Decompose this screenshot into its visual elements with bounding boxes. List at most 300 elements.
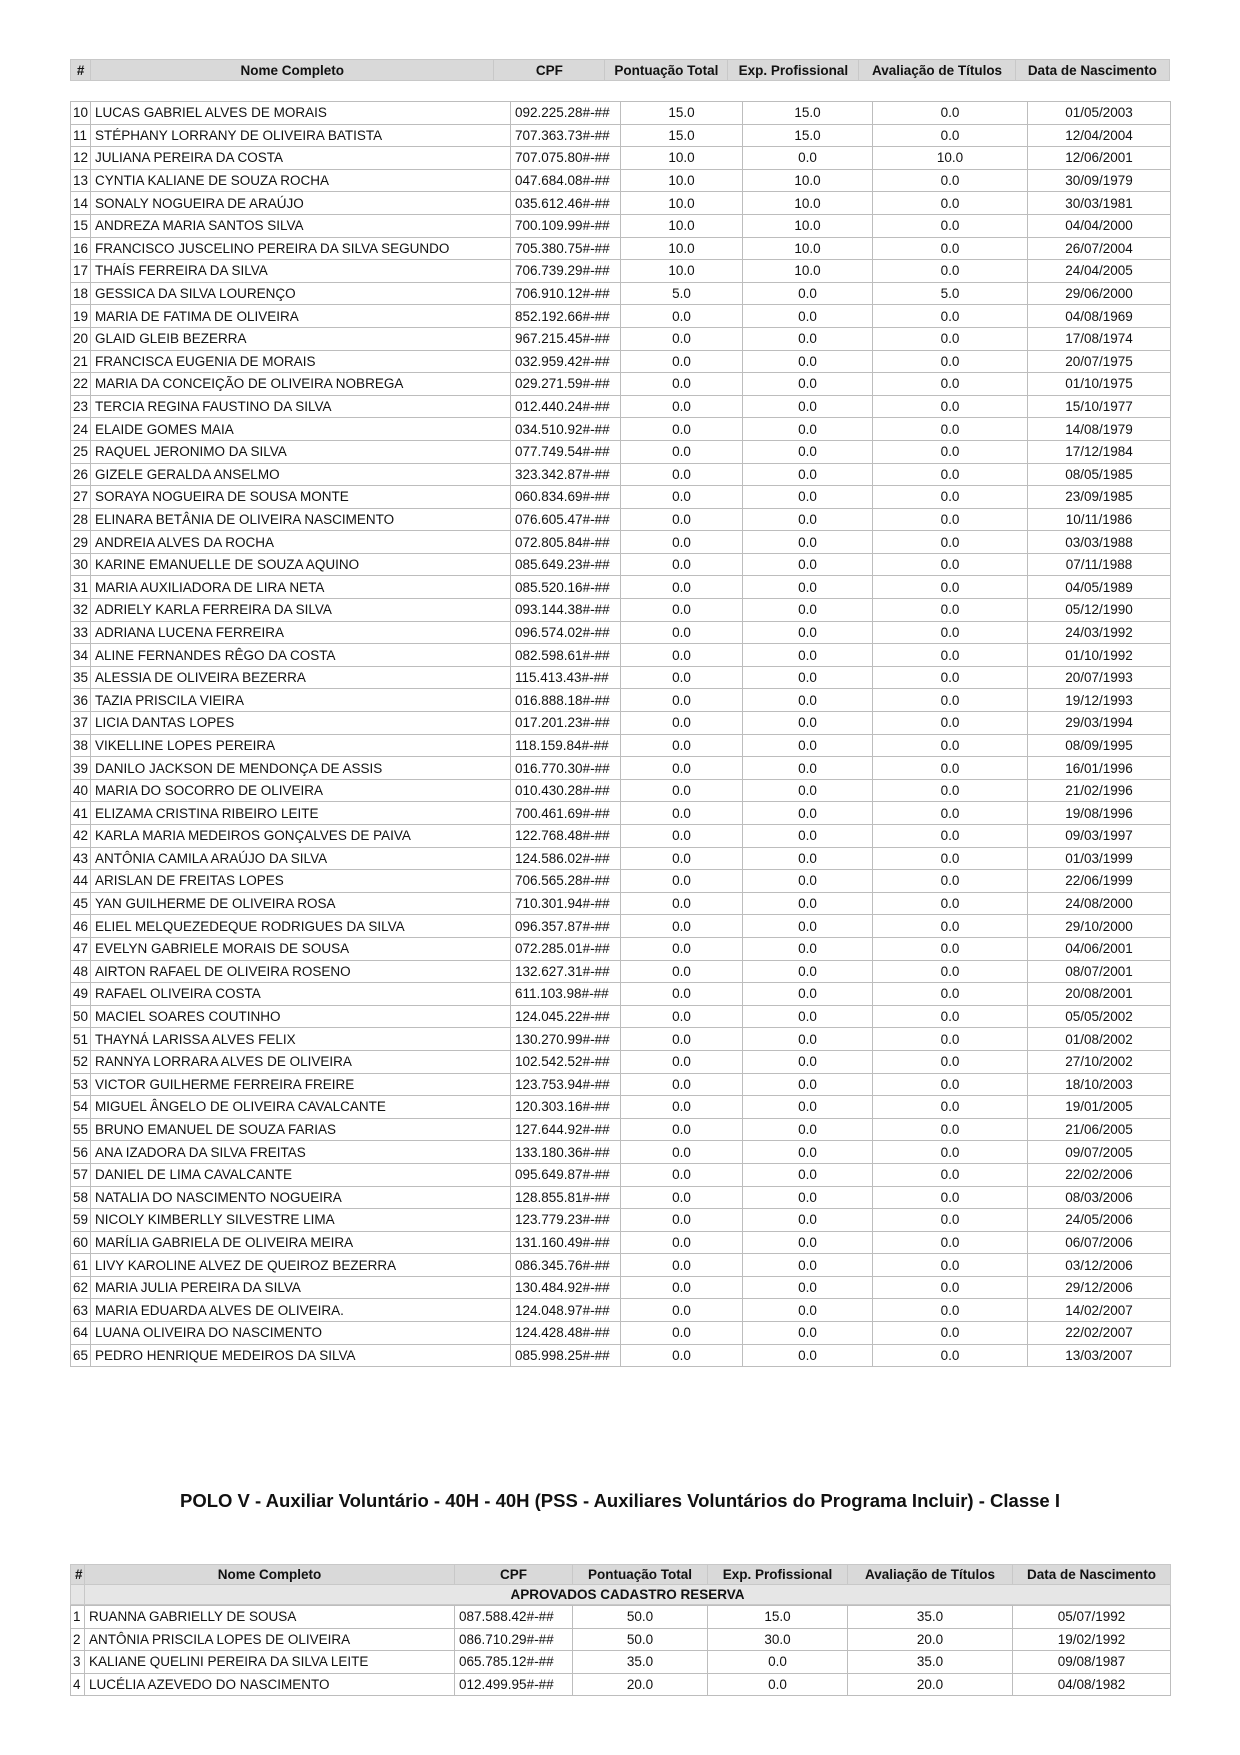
table-row <box>71 1322 1171 1345</box>
professional-experience: 0.0 <box>743 1209 873 1232</box>
full-name: VICTOR GUILHERME FERREIRA FREIRE <box>91 1073 511 1096</box>
total-score: 0.0 <box>621 847 743 870</box>
total-score: 0.0 <box>621 1163 743 1186</box>
cpf: 012.499.95#-## <box>455 1673 573 1696</box>
table2-body <box>70 1605 1171 1696</box>
full-name: GIZELE GERALDA ANSELMO <box>91 463 511 486</box>
professional-experience: 0.0 <box>743 531 873 554</box>
full-name: ELIEL MELQUEZEDEQUE RODRIGUES DA SILVA <box>91 915 511 938</box>
professional-experience: 0.0 <box>743 937 873 960</box>
titles-evaluation: 0.0 <box>873 124 1028 147</box>
row-number: 62 <box>71 1276 91 1299</box>
full-name: FRANCISCO JUSCELINO PEREIRA DA SILVA SEGUNDO <box>91 237 511 260</box>
professional-experience: 0.0 <box>743 486 873 509</box>
total-score: 0.0 <box>621 553 743 576</box>
professional-experience: 0.0 <box>743 1073 873 1096</box>
full-name: ADRIANA LUCENA FERREIRA <box>91 621 511 644</box>
row-number: 45 <box>71 892 91 915</box>
cpf: 131.160.49#-## <box>511 1231 621 1254</box>
full-name: MARIA DA CONCEIÇÃO DE OLIVEIRA NOBREGA <box>91 373 511 396</box>
row-number: 22 <box>71 373 91 396</box>
full-name: KARLA MARIA MEDEIROS GONÇALVES DE PAIVA <box>91 825 511 848</box>
titles-evaluation: 0.0 <box>873 1186 1028 1209</box>
row-number: 20 <box>71 327 91 350</box>
full-name: MARIA AUXILIADORA DE LIRA NETA <box>91 576 511 599</box>
birth-date: 04/08/1982 <box>1013 1673 1171 1696</box>
titles-evaluation: 0.0 <box>873 1299 1028 1322</box>
professional-experience: 0.0 <box>743 1186 873 1209</box>
table-row <box>71 1028 1171 1051</box>
titles-evaluation: 0.0 <box>873 214 1028 237</box>
birth-date: 22/02/2007 <box>1028 1322 1171 1345</box>
professional-experience: 10.0 <box>743 169 873 192</box>
cpf: 127.644.92#-## <box>511 1118 621 1141</box>
total-score: 50.0 <box>573 1606 708 1629</box>
table-row <box>71 395 1171 418</box>
titles-evaluation: 0.0 <box>873 757 1028 780</box>
titles-evaluation: 0.0 <box>873 960 1028 983</box>
professional-experience: 15.0 <box>743 102 873 125</box>
titles-evaluation: 0.0 <box>873 1276 1028 1299</box>
row-number: 29 <box>71 531 91 554</box>
professional-experience: 0.0 <box>743 1050 873 1073</box>
cpf: 012.440.24#-## <box>511 395 621 418</box>
full-name: LUANA OLIVEIRA DO NASCIMENTO <box>91 1322 511 1345</box>
cpf: 086.710.29#-## <box>455 1628 573 1651</box>
table-row <box>71 1651 1171 1674</box>
full-name: ELAIDE GOMES MAIA <box>91 418 511 441</box>
cpf: 700.109.99#-## <box>511 214 621 237</box>
birth-date: 29/10/2000 <box>1028 915 1171 938</box>
row-number: 49 <box>71 983 91 1006</box>
full-name: LIVY KAROLINE ALVEZ DE QUEIROZ BEZERRA <box>91 1254 511 1277</box>
birth-date: 09/07/2005 <box>1028 1141 1171 1164</box>
row-number: 41 <box>71 802 91 825</box>
birth-date: 03/12/2006 <box>1028 1254 1171 1277</box>
titles-evaluation: 0.0 <box>873 327 1028 350</box>
full-name: RAFAEL OLIVEIRA COSTA <box>91 983 511 1006</box>
table-row <box>71 508 1171 531</box>
total-score: 0.0 <box>621 802 743 825</box>
cpf: 706.739.29#-## <box>511 260 621 283</box>
professional-experience: 0.0 <box>708 1651 848 1674</box>
professional-experience: 10.0 <box>743 260 873 283</box>
total-score: 0.0 <box>621 508 743 531</box>
table-row <box>71 214 1171 237</box>
cpf: 707.075.80#-## <box>511 147 621 170</box>
table-row <box>71 644 1171 667</box>
cpf: 095.649.87#-## <box>511 1163 621 1186</box>
table-row <box>71 1673 1171 1696</box>
table-row <box>71 282 1171 305</box>
birth-date: 01/05/2003 <box>1028 102 1171 125</box>
titles-evaluation: 0.0 <box>873 1231 1028 1254</box>
titles-evaluation: 0.0 <box>873 734 1028 757</box>
row-number: 15 <box>71 214 91 237</box>
total-score: 0.0 <box>621 960 743 983</box>
total-score: 0.0 <box>621 1276 743 1299</box>
total-score: 10.0 <box>621 237 743 260</box>
table-row <box>71 102 1171 125</box>
row-number: 35 <box>71 666 91 689</box>
section-title: POLO V - Auxiliar Voluntário - 40H - 40H (PSS - Auxiliares Voluntários do Programa Incluir) - Classe I <box>180 1490 1060 1511</box>
table-row <box>71 463 1171 486</box>
birth-date: 19/01/2005 <box>1028 1096 1171 1119</box>
titles-evaluation: 0.0 <box>873 666 1028 689</box>
birth-date: 17/08/1974 <box>1028 327 1171 350</box>
table-row <box>71 1050 1171 1073</box>
table-row <box>71 1628 1171 1651</box>
cpf: 120.303.16#-## <box>511 1096 621 1119</box>
birth-date: 30/03/1981 <box>1028 192 1171 215</box>
table-row <box>71 553 1171 576</box>
birth-date: 08/09/1995 <box>1028 734 1171 757</box>
total-score: 35.0 <box>573 1651 708 1674</box>
professional-experience: 0.0 <box>743 1005 873 1028</box>
row-number: 13 <box>71 169 91 192</box>
row-number: 11 <box>71 124 91 147</box>
col-header-number: # <box>71 60 91 81</box>
total-score: 0.0 <box>621 1254 743 1277</box>
row-number: 17 <box>71 260 91 283</box>
total-score: 0.0 <box>621 327 743 350</box>
row-number: 26 <box>71 463 91 486</box>
birth-date: 22/06/1999 <box>1028 870 1171 893</box>
row-number: 30 <box>71 553 91 576</box>
row-number: 25 <box>71 440 91 463</box>
full-name: ALINE FERNANDES RÊGO DA COSTA <box>91 644 511 667</box>
titles-evaluation: 10.0 <box>873 147 1028 170</box>
total-score: 0.0 <box>621 757 743 780</box>
col-header-birthdate: Data de Nascimento <box>1013 1565 1171 1585</box>
birth-date: 18/10/2003 <box>1028 1073 1171 1096</box>
total-score: 5.0 <box>621 282 743 305</box>
row-number: 60 <box>71 1231 91 1254</box>
cpf: 323.342.87#-## <box>511 463 621 486</box>
cpf: 085.649.23#-## <box>511 553 621 576</box>
table-row <box>71 847 1171 870</box>
table-row <box>71 1073 1171 1096</box>
total-score: 0.0 <box>621 1118 743 1141</box>
titles-evaluation: 0.0 <box>873 350 1028 373</box>
row-number: 39 <box>71 757 91 780</box>
col-header-titles: Avaliação de Títulos <box>848 1565 1013 1585</box>
col-header-name: Nome Completo <box>91 60 494 81</box>
professional-experience: 0.0 <box>743 712 873 735</box>
total-score: 0.0 <box>621 395 743 418</box>
full-name: MARIA JULIA PEREIRA DA SILVA <box>91 1276 511 1299</box>
full-name: MARIA EDUARDA ALVES DE OLIVEIRA. <box>91 1299 511 1322</box>
full-name: RUANNA GABRIELLY DE SOUSA <box>85 1606 455 1629</box>
birth-date: 19/12/1993 <box>1028 689 1171 712</box>
cpf: 705.380.75#-## <box>511 237 621 260</box>
birth-date: 09/03/1997 <box>1028 825 1171 848</box>
birth-date: 05/12/1990 <box>1028 599 1171 622</box>
professional-experience: 0.0 <box>743 870 873 893</box>
birth-date: 12/06/2001 <box>1028 147 1171 170</box>
birth-date: 04/05/1989 <box>1028 576 1171 599</box>
full-name: ARISLAN DE FREITAS LOPES <box>91 870 511 893</box>
cpf: 077.749.54#-## <box>511 440 621 463</box>
total-score: 15.0 <box>621 124 743 147</box>
birth-date: 04/04/2000 <box>1028 214 1171 237</box>
birth-date: 26/07/2004 <box>1028 237 1171 260</box>
cpf: 085.520.16#-## <box>511 576 621 599</box>
table-row <box>71 1118 1171 1141</box>
table-row <box>71 531 1171 554</box>
total-score: 0.0 <box>621 350 743 373</box>
full-name: YAN GUILHERME DE OLIVEIRA ROSA <box>91 892 511 915</box>
professional-experience: 0.0 <box>743 1322 873 1345</box>
full-name: LICIA DANTAS LOPES <box>91 712 511 735</box>
total-score: 50.0 <box>573 1628 708 1651</box>
birth-date: 01/03/1999 <box>1028 847 1171 870</box>
table2-header-row <box>71 1565 1171 1585</box>
full-name: ELINARA BETÂNIA DE OLIVEIRA NASCIMENTO <box>91 508 511 531</box>
full-name: KARINE EMANUELLE DE SOUZA AQUINO <box>91 553 511 576</box>
professional-experience: 0.0 <box>743 576 873 599</box>
full-name: FRANCISCA EUGENIA DE MORAIS <box>91 350 511 373</box>
row-number: 28 <box>71 508 91 531</box>
cpf: 102.542.52#-## <box>511 1050 621 1073</box>
cpf: 128.855.81#-## <box>511 1186 621 1209</box>
titles-evaluation: 0.0 <box>873 169 1028 192</box>
row-number: 53 <box>71 1073 91 1096</box>
table-row <box>71 870 1171 893</box>
total-score: 0.0 <box>621 440 743 463</box>
total-score: 0.0 <box>621 689 743 712</box>
total-score: 10.0 <box>621 214 743 237</box>
full-name: EVELYN GABRIELE MORAIS DE SOUSA <box>91 937 511 960</box>
cpf: 082.598.61#-## <box>511 644 621 667</box>
professional-experience: 10.0 <box>743 214 873 237</box>
birth-date: 16/01/1996 <box>1028 757 1171 780</box>
birth-date: 20/07/1993 <box>1028 666 1171 689</box>
total-score: 0.0 <box>621 779 743 802</box>
table-row <box>71 779 1171 802</box>
row-number: 12 <box>71 147 91 170</box>
total-score: 0.0 <box>621 1050 743 1073</box>
total-score: 0.0 <box>621 1005 743 1028</box>
row-number: 38 <box>71 734 91 757</box>
table-row <box>71 1299 1171 1322</box>
titles-evaluation: 0.0 <box>873 1050 1028 1073</box>
professional-experience: 0.0 <box>743 1231 873 1254</box>
full-name: MARIA DO SOCORRO DE OLIVEIRA <box>91 779 511 802</box>
row-number: 40 <box>71 779 91 802</box>
cpf: 130.270.99#-## <box>511 1028 621 1051</box>
cpf: 086.345.76#-## <box>511 1254 621 1277</box>
professional-experience: 0.0 <box>743 1141 873 1164</box>
total-score: 20.0 <box>573 1673 708 1696</box>
table-row <box>71 1005 1171 1028</box>
table-row <box>71 757 1171 780</box>
row-number: 57 <box>71 1163 91 1186</box>
cpf: 032.959.42#-## <box>511 350 621 373</box>
birth-date: 14/02/2007 <box>1028 1299 1171 1322</box>
professional-experience: 0.0 <box>743 779 873 802</box>
table1-body <box>70 101 1171 1367</box>
titles-evaluation: 0.0 <box>873 779 1028 802</box>
birth-date: 05/07/1992 <box>1013 1606 1171 1629</box>
professional-experience: 0.0 <box>743 802 873 825</box>
titles-evaluation: 0.0 <box>873 1005 1028 1028</box>
birth-date: 20/08/2001 <box>1028 983 1171 1006</box>
birth-date: 13/03/2007 <box>1028 1344 1171 1367</box>
cpf: 034.510.92#-## <box>511 418 621 441</box>
birth-date: 01/10/1992 <box>1028 644 1171 667</box>
total-score: 0.0 <box>621 531 743 554</box>
full-name: MARIA DE FATIMA DE OLIVEIRA <box>91 305 511 328</box>
birth-date: 05/05/2002 <box>1028 1005 1171 1028</box>
professional-experience: 0.0 <box>743 373 873 396</box>
row-number: 16 <box>71 237 91 260</box>
titles-evaluation: 0.0 <box>873 102 1028 125</box>
titles-evaluation: 0.0 <box>873 1322 1028 1345</box>
professional-experience: 0.0 <box>743 1276 873 1299</box>
birth-date: 09/08/1987 <box>1013 1651 1171 1674</box>
col-header-exp: Exp. Profissional <box>728 60 859 81</box>
titles-evaluation: 0.0 <box>873 373 1028 396</box>
row-number: 19 <box>71 305 91 328</box>
birth-date: 19/02/1992 <box>1013 1628 1171 1651</box>
titles-evaluation: 0.0 <box>873 983 1028 1006</box>
row-number: 55 <box>71 1118 91 1141</box>
full-name: RAQUEL JERONIMO DA SILVA <box>91 440 511 463</box>
birth-date: 29/12/2006 <box>1028 1276 1171 1299</box>
table-row <box>71 825 1171 848</box>
total-score: 0.0 <box>621 644 743 667</box>
row-number: 61 <box>71 1254 91 1277</box>
table-row <box>71 350 1171 373</box>
cpf: 124.045.22#-## <box>511 1005 621 1028</box>
col-header-total: Pontuação Total <box>573 1565 708 1585</box>
full-name: NATALIA DO NASCIMENTO NOGUEIRA <box>91 1186 511 1209</box>
row-number: 33 <box>71 621 91 644</box>
titles-evaluation: 0.0 <box>873 418 1028 441</box>
table-row <box>71 486 1171 509</box>
col-header-exp: Exp. Profissional <box>708 1565 848 1585</box>
professional-experience: 0.0 <box>743 1344 873 1367</box>
table-row <box>71 1186 1171 1209</box>
full-name: CYNTIA KALIANE DE SOUZA ROCHA <box>91 169 511 192</box>
row-number: 48 <box>71 960 91 983</box>
table2-header <box>70 1564 1171 1605</box>
total-score: 15.0 <box>621 102 743 125</box>
row-number: 51 <box>71 1028 91 1051</box>
row-number: 56 <box>71 1141 91 1164</box>
birth-date: 29/06/2000 <box>1028 282 1171 305</box>
total-score: 0.0 <box>621 621 743 644</box>
titles-evaluation: 0.0 <box>873 305 1028 328</box>
professional-experience: 0.0 <box>743 892 873 915</box>
total-score: 0.0 <box>621 1028 743 1051</box>
cpf: 029.271.59#-## <box>511 373 621 396</box>
birth-date: 04/06/2001 <box>1028 937 1171 960</box>
table1-header <box>70 59 1170 81</box>
titles-evaluation: 0.0 <box>873 395 1028 418</box>
cpf: 710.301.94#-## <box>511 892 621 915</box>
total-score: 0.0 <box>621 825 743 848</box>
professional-experience: 0.0 <box>743 1163 873 1186</box>
table-row <box>71 440 1171 463</box>
professional-experience: 0.0 <box>743 644 873 667</box>
table-row <box>71 802 1171 825</box>
table-row <box>71 1606 1171 1629</box>
professional-experience: 0.0 <box>743 147 873 170</box>
birth-date: 06/07/2006 <box>1028 1231 1171 1254</box>
professional-experience: 0.0 <box>743 327 873 350</box>
total-score: 0.0 <box>621 418 743 441</box>
cpf: 706.910.12#-## <box>511 282 621 305</box>
row-number: 37 <box>71 712 91 735</box>
table-row <box>71 124 1171 147</box>
cpf: 122.768.48#-## <box>511 825 621 848</box>
table-row <box>71 576 1171 599</box>
full-name: DANIEL DE LIMA CAVALCANTE <box>91 1163 511 1186</box>
cpf: 133.180.36#-## <box>511 1141 621 1164</box>
row-number: 21 <box>71 350 91 373</box>
full-name: GLAID GLEIB BEZERRA <box>91 327 511 350</box>
cpf: 093.144.38#-## <box>511 599 621 622</box>
birth-date: 04/08/1969 <box>1028 305 1171 328</box>
professional-experience: 0.0 <box>743 825 873 848</box>
row-number: 14 <box>71 192 91 215</box>
full-name: ANA IZADORA DA SILVA FREITAS <box>91 1141 511 1164</box>
col-header-cpf: CPF <box>494 60 605 81</box>
row-number: 59 <box>71 1209 91 1232</box>
cpf: 132.627.31#-## <box>511 960 621 983</box>
table-row <box>71 1141 1171 1164</box>
table-row <box>71 327 1171 350</box>
birth-date: 29/03/1994 <box>1028 712 1171 735</box>
titles-evaluation: 0.0 <box>873 1254 1028 1277</box>
col-header-birthdate: Data de Nascimento <box>1015 60 1169 81</box>
cpf: 035.612.46#-## <box>511 192 621 215</box>
col-header-name: Nome Completo <box>85 1565 455 1585</box>
birth-date: 22/02/2006 <box>1028 1163 1171 1186</box>
professional-experience: 15.0 <box>708 1606 848 1629</box>
col-header-cpf: CPF <box>455 1565 573 1585</box>
table-row <box>71 983 1171 1006</box>
titles-evaluation: 0.0 <box>873 847 1028 870</box>
titles-evaluation: 0.0 <box>873 825 1028 848</box>
full-name: LUCAS GABRIEL ALVES DE MORAIS <box>91 102 511 125</box>
titles-evaluation: 0.0 <box>873 599 1028 622</box>
table-row <box>71 666 1171 689</box>
titles-evaluation: 5.0 <box>873 282 1028 305</box>
cpf: 096.574.02#-## <box>511 621 621 644</box>
titles-evaluation: 0.0 <box>873 1141 1028 1164</box>
professional-experience: 0.0 <box>743 915 873 938</box>
professional-experience: 10.0 <box>743 192 873 215</box>
birth-date: 23/09/1985 <box>1028 486 1171 509</box>
titles-evaluation: 0.0 <box>873 892 1028 915</box>
titles-evaluation: 0.0 <box>873 689 1028 712</box>
group-label: APROVADOS CADASTRO RESERVA <box>85 1585 1171 1605</box>
table-row <box>71 305 1171 328</box>
full-name: NICOLY KIMBERLLY SILVESTRE LIMA <box>91 1209 511 1232</box>
full-name: DANILO JACKSON DE MENDONÇA DE ASSIS <box>91 757 511 780</box>
table-row <box>71 260 1171 283</box>
professional-experience: 0.0 <box>743 553 873 576</box>
row-number: 31 <box>71 576 91 599</box>
full-name: ANTÔNIA CAMILA ARAÚJO DA SILVA <box>91 847 511 870</box>
full-name: KALIANE QUELINI PEREIRA DA SILVA LEITE <box>85 1651 455 1674</box>
full-name: MACIEL SOARES COUTINHO <box>91 1005 511 1028</box>
professional-experience: 10.0 <box>743 237 873 260</box>
full-name: ANTÔNIA PRISCILA LOPES DE OLIVEIRA <box>85 1628 455 1651</box>
